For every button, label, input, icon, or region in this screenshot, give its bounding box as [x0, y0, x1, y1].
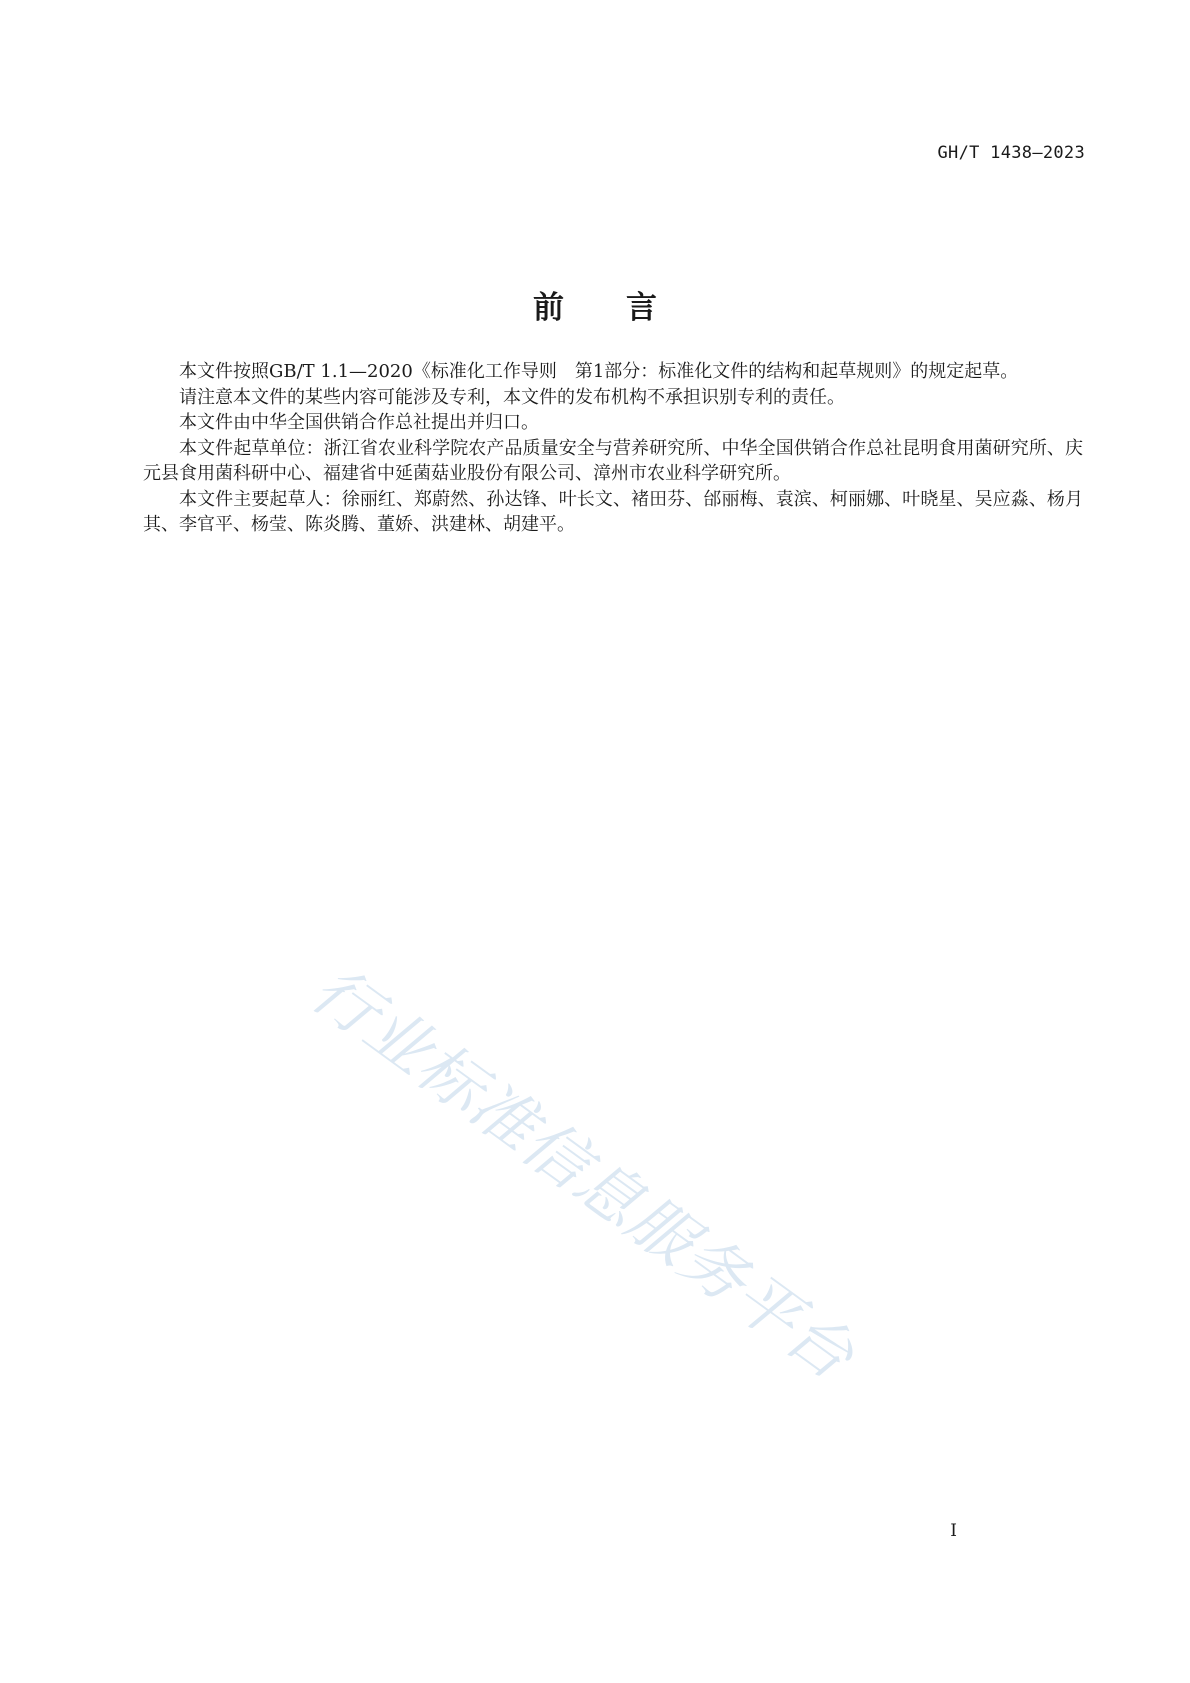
standard-code: GH/T 1438—2023 [937, 143, 1085, 163]
paragraph-drafting-rules: 本文件按照GB/T 1.1—2020《标准化工作导则 第1部分：标准化文件的结构和起草规则》的规定起草。 [179, 361, 1019, 382]
foreword-body [143, 359, 1083, 538]
paragraph-drafting-units: 本文件起草单位：浙江省农业科学院农产品质量安全与营养研究所、中华全国供销合作总社昆明食用菌研究所、庆元县食用菌科研中心、福建省中延菌菇业股份有限公司、漳州市农业科学研究所。 [143, 437, 1083, 484]
paragraph-drafters: 本文件主要起草人：徐丽红、郑蔚然、孙达锋、叶长文、褚田芬、邰丽梅、袁滨、柯丽娜、叶晓星、吴应淼、杨月其、李官平、杨莹、陈炎腾、董娇、洪建林、胡建平。 [143, 488, 1083, 535]
paragraph-proposer: 本文件由中华全国供销合作总社提出并归口。 [179, 412, 539, 433]
paragraph-patent-notice: 请注意本文件的某些内容可能涉及专利，本文件的发布机构不承担识别专利的责任。 [179, 386, 845, 408]
page-title: 前言 [533, 290, 719, 326]
watermark: 行业标准信息服务平台 [297, 952, 868, 1395]
page-number: I [950, 1521, 957, 1541]
